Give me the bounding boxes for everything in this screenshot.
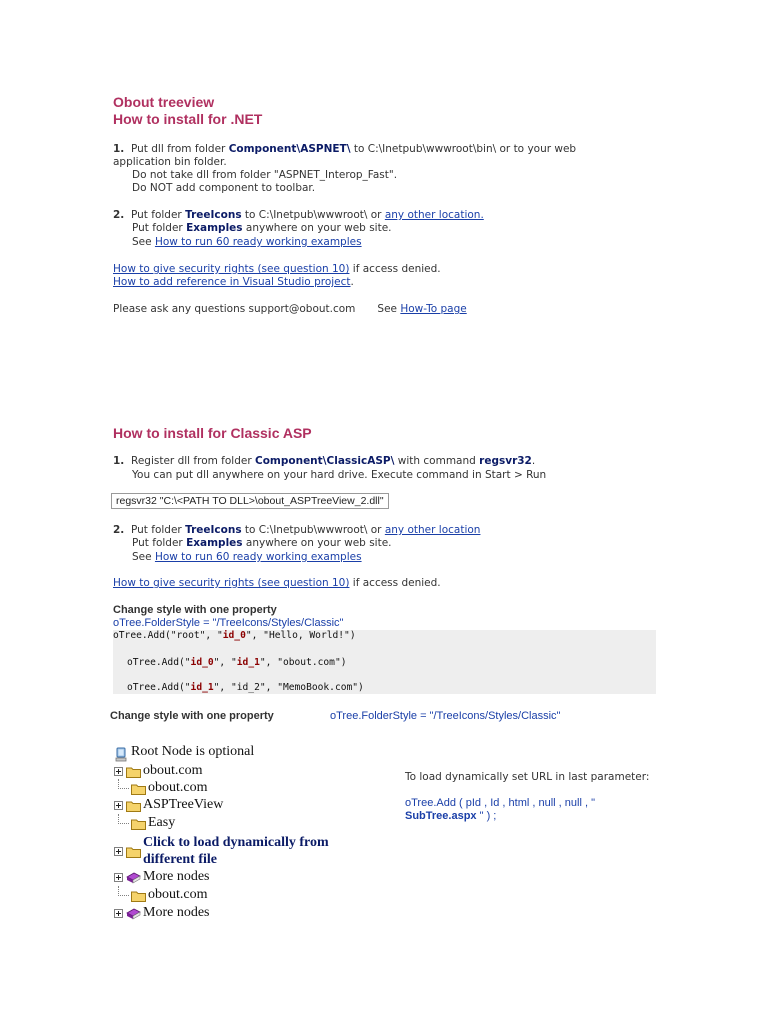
asp-step1-line1: 1. Register dll from folder Component\ClassicASP\ with command regsvr32. xyxy=(113,455,536,467)
step-number: 1. xyxy=(113,455,125,467)
net-step2-line1: 2. Put folder TreeIcons to C:\Inetpub\wwwroot\ or any other location. xyxy=(113,209,484,221)
folder-icon xyxy=(131,818,146,829)
folder-style-code: oTree.FolderStyle = "/TreeIcons/Styles/Classic" xyxy=(113,617,344,629)
dynamic-load-note: To load dynamically set URL in last parameter: xyxy=(405,771,650,783)
tree-connector xyxy=(118,814,129,824)
tree-connector xyxy=(118,779,129,789)
net-security-line: How to give security rights (see question 10) if access denied. xyxy=(113,263,441,275)
tree-node-obout-child[interactable] xyxy=(114,779,208,797)
security-rights-link[interactable]: How to give security rights (see question 10) xyxy=(113,577,350,589)
net-vs-line: How to add reference in Visual Studio project. xyxy=(113,276,354,288)
command-name: regsvr32 xyxy=(479,455,532,467)
dynamic-load-label[interactable]: Click to load dynamically from different file xyxy=(143,835,329,867)
books-icon xyxy=(126,908,141,919)
title-obout-treeview: Obout treeview xyxy=(113,94,215,110)
node-label: More nodes xyxy=(143,905,210,920)
folder-icon xyxy=(126,800,141,811)
step-number: 2. xyxy=(113,524,125,536)
dynamic-code-line-2: SubTree.aspx " ) ; xyxy=(405,810,497,822)
net-step1-line1: 1. Put dll from folder Component\ASPNET\ to C:\Inetpub\wwwroot\bin\ or to your web xyxy=(113,143,577,155)
step-number: 2. xyxy=(113,209,125,221)
title-install-classic-asp: How to install for Classic ASP xyxy=(113,425,312,441)
tree-root-node[interactable] xyxy=(114,743,254,761)
tree-node-obout[interactable] xyxy=(114,762,203,780)
folder-icon xyxy=(126,846,141,857)
code-line-3: oTree.Add("id_1", "id_2", "MemoBook.com") xyxy=(127,682,364,693)
run-examples-link[interactable]: How to run 60 ready working examples xyxy=(154,236,362,248)
title-install-net: How to install for .NET xyxy=(113,111,263,127)
visual-studio-reference-link[interactable]: How to add reference in Visual Studio project xyxy=(113,276,351,288)
expand-plus-icon[interactable] xyxy=(114,767,123,776)
asp-security-line: How to give security rights (see question 10) if access denied. xyxy=(113,577,441,589)
expand-plus-icon[interactable] xyxy=(114,909,123,918)
asp-step2-line2: Put folder Examples anywhere on your web site. xyxy=(132,537,392,549)
any-other-location-link[interactable]: any other location. xyxy=(384,209,484,221)
expand-plus-icon[interactable] xyxy=(114,873,123,882)
ask-questions-line: Please ask any questions support@obout.com See How-To page xyxy=(113,303,467,315)
tree-node-more-nodes-child[interactable] xyxy=(114,886,208,904)
tree-connector xyxy=(118,886,129,896)
expand-plus-icon[interactable] xyxy=(114,801,123,810)
tree-node-easy[interactable] xyxy=(114,814,175,832)
node-label: obout.com xyxy=(148,780,208,795)
code-line-2: oTree.Add("id_0", "id_1", "obout.com") xyxy=(127,657,347,668)
net-step2-line2: Put folder Examples anywhere on your web site. xyxy=(132,222,392,234)
dynamic-code-line-1: oTree.Add ( pId , Id , html , null , null , " xyxy=(405,797,595,809)
node-label: More nodes xyxy=(143,869,210,884)
folder-name: Component\ASPNET\ xyxy=(228,143,351,155)
tree-node-asptreeview[interactable] xyxy=(114,796,223,814)
expand-plus-icon[interactable] xyxy=(114,847,123,856)
step-number: 1. xyxy=(113,143,125,155)
node-label: Easy xyxy=(148,815,176,830)
node-label: obout.com xyxy=(148,887,208,902)
folder-icon xyxy=(131,890,146,901)
node-label: ASPTreeView xyxy=(143,797,224,812)
run-examples-link[interactable]: How to run 60 ready working examples xyxy=(154,551,362,563)
folder-icon xyxy=(126,766,141,777)
folder-name: Examples xyxy=(186,222,243,234)
folder-icon xyxy=(131,783,146,794)
security-rights-link[interactable]: How to give security rights (see question 10) xyxy=(113,263,350,275)
folder-name: Examples xyxy=(186,537,243,549)
asp-step2-line1: 2. Put folder TreeIcons to C:\Inetpub\wwwroot\ or any other location xyxy=(113,524,481,536)
code-line-1: oTree.Add("root", "id_0", "Hello, World!") xyxy=(113,630,356,641)
any-other-location-link[interactable]: any other location xyxy=(384,524,481,536)
folder-style-code-2: oTree.FolderStyle = "/TreeIcons/Styles/Classic" xyxy=(330,710,561,722)
net-step2-line3: See How to run 60 ready working examples xyxy=(132,236,362,248)
change-style-heading-2: Change style with one property xyxy=(110,710,274,722)
folder-name: TreeIcons xyxy=(185,209,242,221)
how-to-page-link[interactable]: How-To page xyxy=(400,303,467,315)
node-label: Root Node is optional xyxy=(131,744,255,759)
asp-step1-line2: You can put dll anywhere on your hard drive. Execute command in Start > Run xyxy=(132,469,547,481)
computer-icon xyxy=(114,747,129,758)
tree-node-dynamic[interactable] xyxy=(114,833,329,869)
tree-node-more-nodes[interactable] xyxy=(114,868,210,886)
net-step1-line2: application bin folder. xyxy=(113,156,227,168)
books-icon xyxy=(126,872,141,883)
regsvr32-command-box[interactable]: regsvr32 "C:\<PATH TO DLL>\obout_ASPTreeView_2.dll" xyxy=(111,493,389,509)
folder-name: TreeIcons xyxy=(185,524,242,536)
folder-name: Component\ClassicASP\ xyxy=(255,455,395,467)
net-step1-line4: Do NOT add component to toolbar. xyxy=(132,182,316,194)
code-sample-box xyxy=(113,630,656,694)
net-step1-line3: Do not take dll from folder "ASPNET_Interop_Fast". xyxy=(132,169,398,181)
asp-step2-line3: See How to run 60 ready working examples xyxy=(132,551,362,563)
tree-node-more-nodes-2[interactable] xyxy=(114,904,210,922)
change-style-heading: Change style with one property xyxy=(113,604,277,616)
node-label: obout.com xyxy=(143,763,203,778)
